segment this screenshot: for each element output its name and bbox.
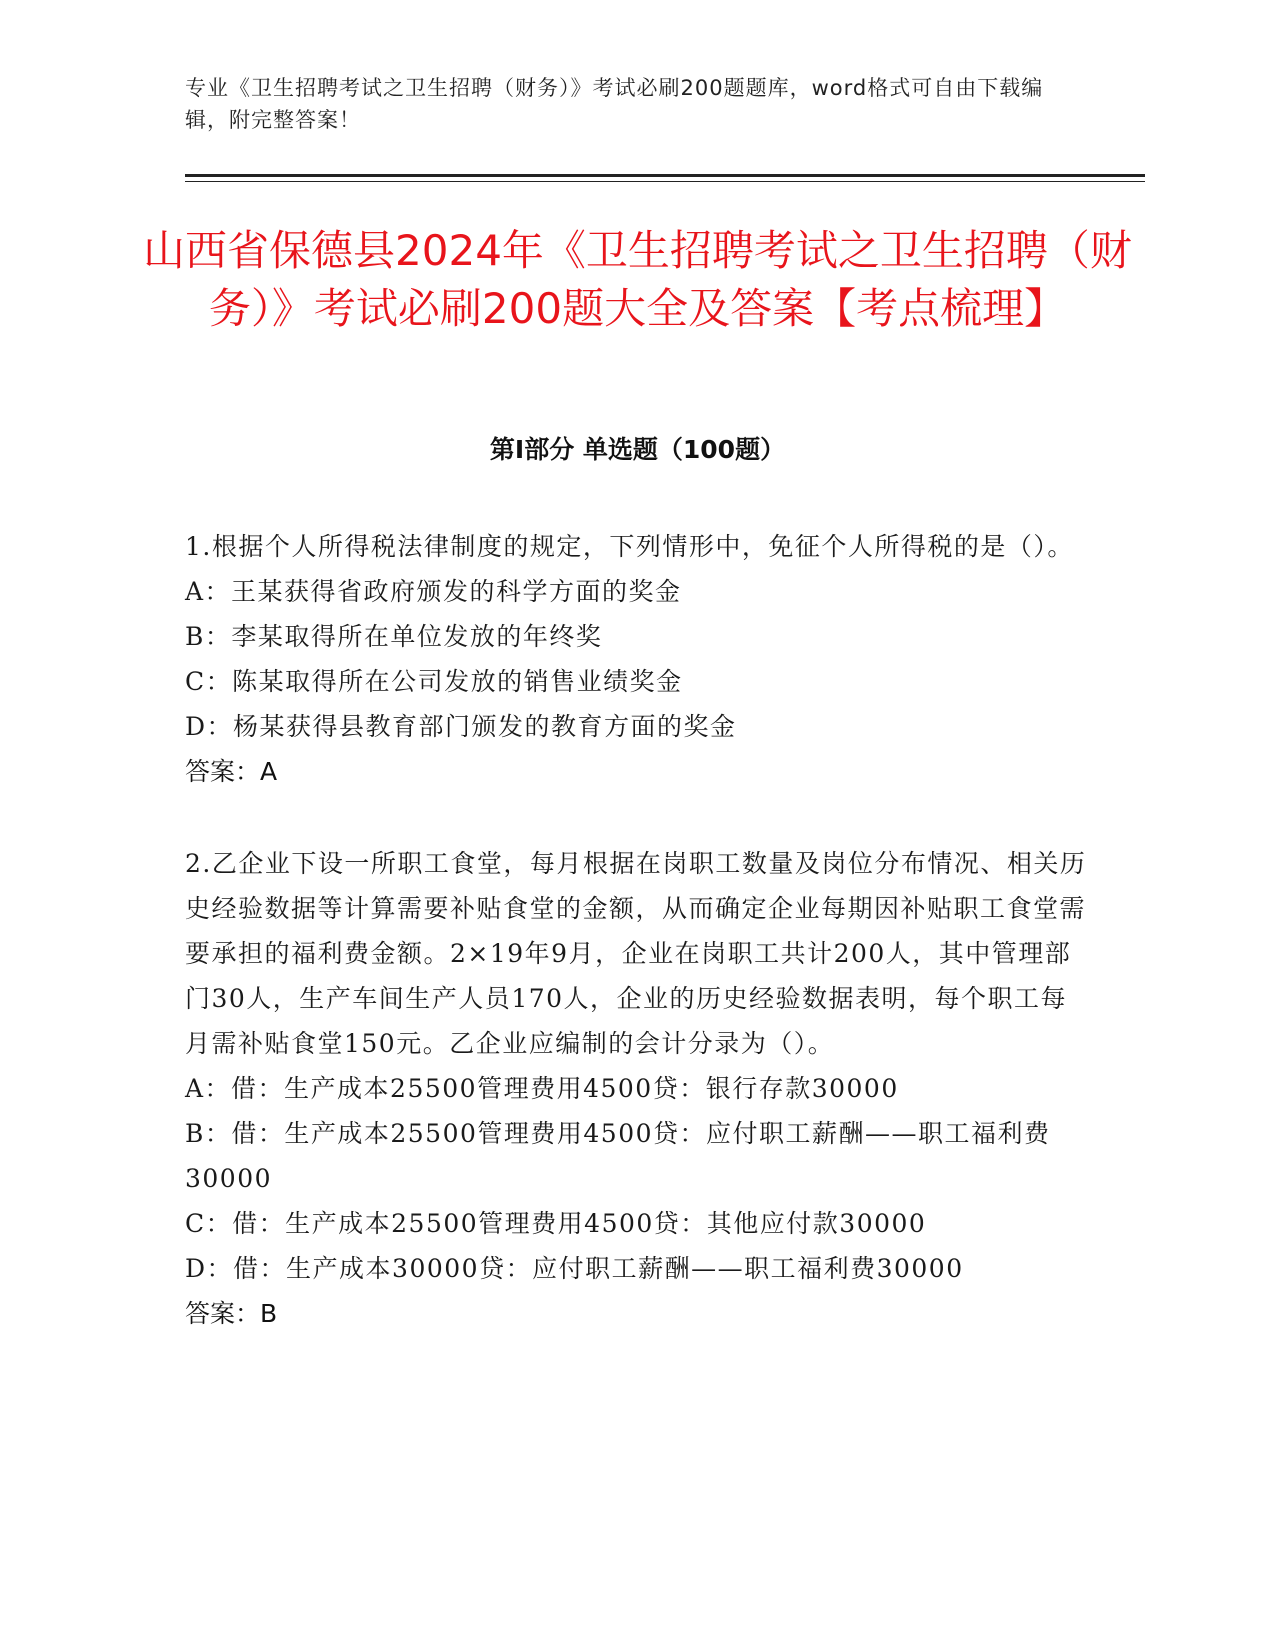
option-a: A：王某获得省政府颁发的科学方面的奖金 [185, 577, 682, 606]
document-title: 山西省保德县2024年《卫生招聘考试之卫生招聘（财务）》考试必刷200题大全及答案【考点梳理】 [143, 226, 1132, 333]
question-1 [185, 524, 1090, 794]
option-c: C：借：生产成本25500管理费用4500贷：其他应付款30000 [185, 1209, 927, 1238]
header-divider-thick [185, 174, 1145, 177]
question-2 [185, 841, 1090, 1336]
option-d: D：杨某获得县教育部门颁发的教育方面的奖金 [185, 712, 737, 741]
question-stem: 2.乙企业下设一所职工食堂，每月根据在岗职工数量及岗位分布情况、相关历史经验数据等计算需要补贴食堂的金额，从而确定企业每期因补贴职工食堂需要承担的福利费金额。2×19年9月，企业在岗职工共计200人，其中管理部门30人，生产车间生产人员170人，企业的历史经验数据表明，每个职工每月需补贴食堂150元。乙企业应编制的会计分录为（）。 [185, 849, 1087, 1058]
answer-line: 答案：A [185, 757, 278, 786]
question-list [185, 524, 1090, 1383]
answer-line: 答案：B [185, 1299, 278, 1328]
option-a: A：借：生产成本25500管理费用4500贷：银行存款30000 [185, 1074, 899, 1103]
option-d: D：借：生产成本30000贷：应付职工薪酬——职工福利费30000 [185, 1254, 964, 1283]
header-note: 专业《卫生招聘考试之卫生招聘（财务）》考试必刷200题题库，word格式可自由下载编辑，附完整答案！ [185, 76, 1044, 132]
option-b: B：借：生产成本25500管理费用4500贷：应付职工薪酬——职工福利费30000 [185, 1119, 1051, 1193]
option-c: C：陈某取得所在公司发放的销售业绩奖金 [185, 667, 683, 696]
section-heading: 第Ⅰ部分 单选题（100题） [489, 435, 786, 464]
question-stem: 1.根据个人所得税法律制度的规定，下列情形中，免征个人所得税的是（）。 [185, 532, 1074, 561]
header-divider-thin [185, 181, 1145, 182]
option-b: B：李某取得所在单位发放的年终奖 [185, 622, 603, 651]
